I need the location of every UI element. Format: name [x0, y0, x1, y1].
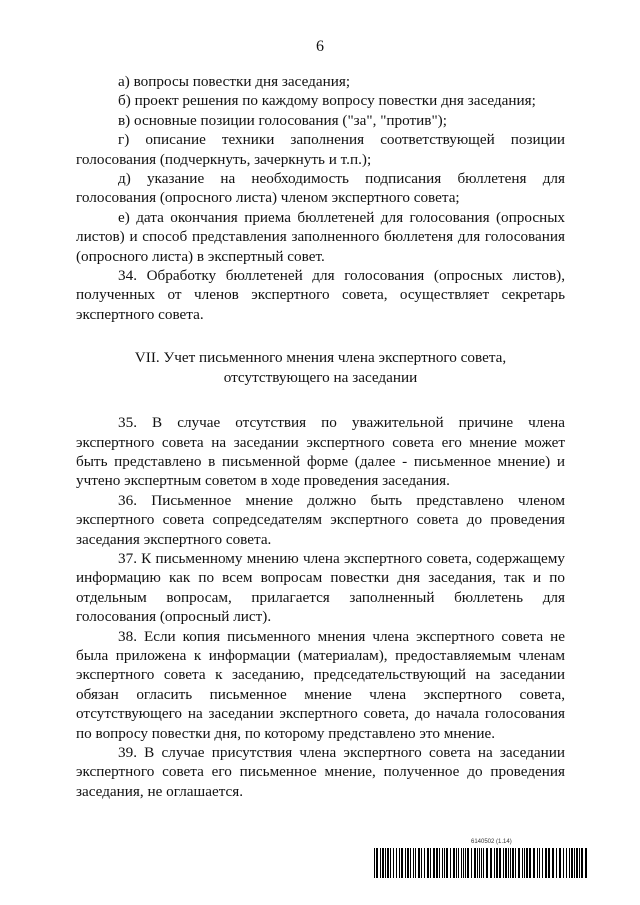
barcode-bar	[410, 848, 411, 878]
barcode-bar	[524, 848, 525, 878]
barcode-bar	[579, 848, 580, 878]
barcode-bar	[494, 848, 495, 878]
barcode-bar	[401, 848, 403, 878]
barcode-bar	[433, 848, 435, 878]
barcode-bar	[396, 848, 397, 878]
barcode-bar	[446, 848, 448, 878]
barcode-bar	[413, 848, 414, 878]
barcode-bar	[467, 848, 469, 878]
barcode-bar	[421, 848, 422, 878]
barcode-bar	[542, 848, 543, 878]
barcode-bar	[399, 848, 400, 878]
barcode-bar	[512, 848, 514, 878]
section-title	[76, 348, 565, 387]
section-title-line-2: отсутствующего на заседании	[223, 368, 418, 386]
barcode-bar	[545, 848, 547, 878]
barcode-bar	[436, 848, 438, 878]
barcode-bar	[571, 848, 573, 878]
barcode-bar	[450, 848, 451, 878]
barcode-bar	[444, 848, 445, 878]
barcode-bar	[393, 848, 394, 878]
barcode-bar	[499, 848, 501, 878]
barcode-bar	[415, 848, 416, 878]
barcode-bar	[424, 848, 425, 878]
clause-39: 39. В случае присутствия члена экспертного совета на заседании экспертного совета его письменное мнение, полученное до проведения заседания, не оглашается.	[76, 744, 565, 800]
barcode-bar	[458, 848, 459, 878]
barcode-bar	[374, 848, 375, 878]
barcode-bar	[505, 848, 507, 878]
barcode-bar	[510, 848, 511, 878]
barcode-bar	[574, 848, 575, 878]
barcode-bar	[387, 848, 389, 878]
barcode-bar	[427, 848, 429, 878]
barcode-bar	[529, 848, 531, 878]
barcode-bar	[539, 848, 540, 878]
barcode-bar	[569, 848, 570, 878]
barcode-bar	[456, 848, 457, 878]
list-item-a: а) вопросы повестки дня заседания;	[118, 73, 351, 90]
barcode-bar	[430, 848, 431, 878]
barcode-bar	[490, 848, 492, 878]
barcode-bar	[407, 848, 409, 878]
barcode-bar	[576, 848, 578, 878]
list-item-g: г) описание техники заполнения соответствующей позиции голосования (подчеркнуть, зачеркнуть и т.п.);	[76, 131, 565, 168]
barcode-bar	[559, 848, 561, 878]
barcode-bar	[479, 848, 480, 878]
barcode-bar	[581, 848, 583, 878]
barcode-bar	[376, 848, 378, 878]
barcode-bar	[556, 848, 557, 878]
barcode-bar	[566, 848, 567, 878]
barcode-bar	[390, 848, 391, 878]
barcode-bar	[537, 848, 538, 878]
barcode-bar	[453, 848, 455, 878]
section-title-line-1: VII. Учет письменного мнения члена экспертного совета,	[134, 349, 507, 367]
barcode-bar	[461, 848, 462, 878]
barcode-bar	[418, 848, 420, 878]
barcode-bar	[382, 848, 384, 878]
barcode-bar	[522, 848, 523, 878]
page-number: 6	[316, 38, 324, 55]
barcode-bar	[518, 848, 520, 878]
barcode-bar	[563, 848, 564, 878]
barcode-bar	[474, 848, 476, 878]
clause-38: 38. Если копия письменного мнения члена экспертного совета не была приложена к информации (материалам), предоставляемым членам экспертного совета к заседанию, председательствующий на заседании обязан огласить письменное мнение члена экспертного совета, отсутствующего на заседании экспертного совета, до начала голосования по вопросу повестки дня, по которому представлено это мнение.	[76, 627, 565, 742]
barcode-bar	[585, 848, 587, 878]
barcode-bar	[477, 848, 478, 878]
list-item-e: е) дата окончания приема бюллетеней для голосования (опросных листов) и способ представления заполненного бюллетеня для голосования (опросного листа) в экспертный совет.	[76, 208, 565, 265]
clause-36: 36. Письменное мнение должно быть представлено членом экспертного совета сопредседателям экспертного совета до проведения заседания экспертного совета.	[76, 491, 565, 548]
clause-34: 34. Обработку бюллетеней для голосования (опросных листов), полученных от членов экспертного совета, осуществляет секретарь экспертного совета.	[76, 267, 565, 323]
barcode-image	[374, 848, 589, 878]
barcode-bar	[442, 848, 443, 878]
clause-37: 37. К письменному мнению члена экспертного совета, содержащему информацию как по всем вопросам повестки дня заседания, так и по отдельным вопросам, прилагается заполненный бюллетень для голосования (опросный лист).	[76, 549, 565, 626]
barcode-bar	[385, 848, 386, 878]
document-body	[76, 72, 565, 801]
barcode-bar	[439, 848, 440, 878]
barcode-bar	[515, 848, 516, 878]
list-item-v: в) основные позиции голосования ("за", "против");	[118, 111, 447, 129]
list-item-b: б) проект решения по каждому вопросу повестки дня заседания;	[118, 92, 536, 110]
footer-code: 6140502 (1.14)	[471, 839, 512, 845]
barcode-bar	[481, 848, 482, 878]
barcode-bar	[548, 848, 550, 878]
barcode-bar	[508, 848, 509, 878]
barcode-bar	[503, 848, 504, 878]
barcode-bar	[471, 848, 472, 878]
barcode-bar	[463, 848, 464, 878]
barcode-bar	[533, 848, 535, 878]
barcode-bar	[380, 848, 381, 878]
barcode-bar	[526, 848, 528, 878]
barcode-bar	[552, 848, 554, 878]
barcode-bar	[465, 848, 466, 878]
barcode-bar	[405, 848, 406, 878]
list-item-d: д) указание на необходимость подписания бюллетеня для голосования (опросного листа) членом экспертного совета;	[76, 170, 565, 207]
barcode-bar	[483, 848, 484, 878]
barcode-bar	[496, 848, 498, 878]
barcode-bar	[486, 848, 488, 878]
clause-35: 35. В случае отсутствия по уважительной причине члена экспертного совета на заседании экспертного совета его мнение может быть представлено в письменной форме (далее - письменное мнение) и учтено экспертным советом в ходе проведения заседания.	[76, 414, 565, 490]
